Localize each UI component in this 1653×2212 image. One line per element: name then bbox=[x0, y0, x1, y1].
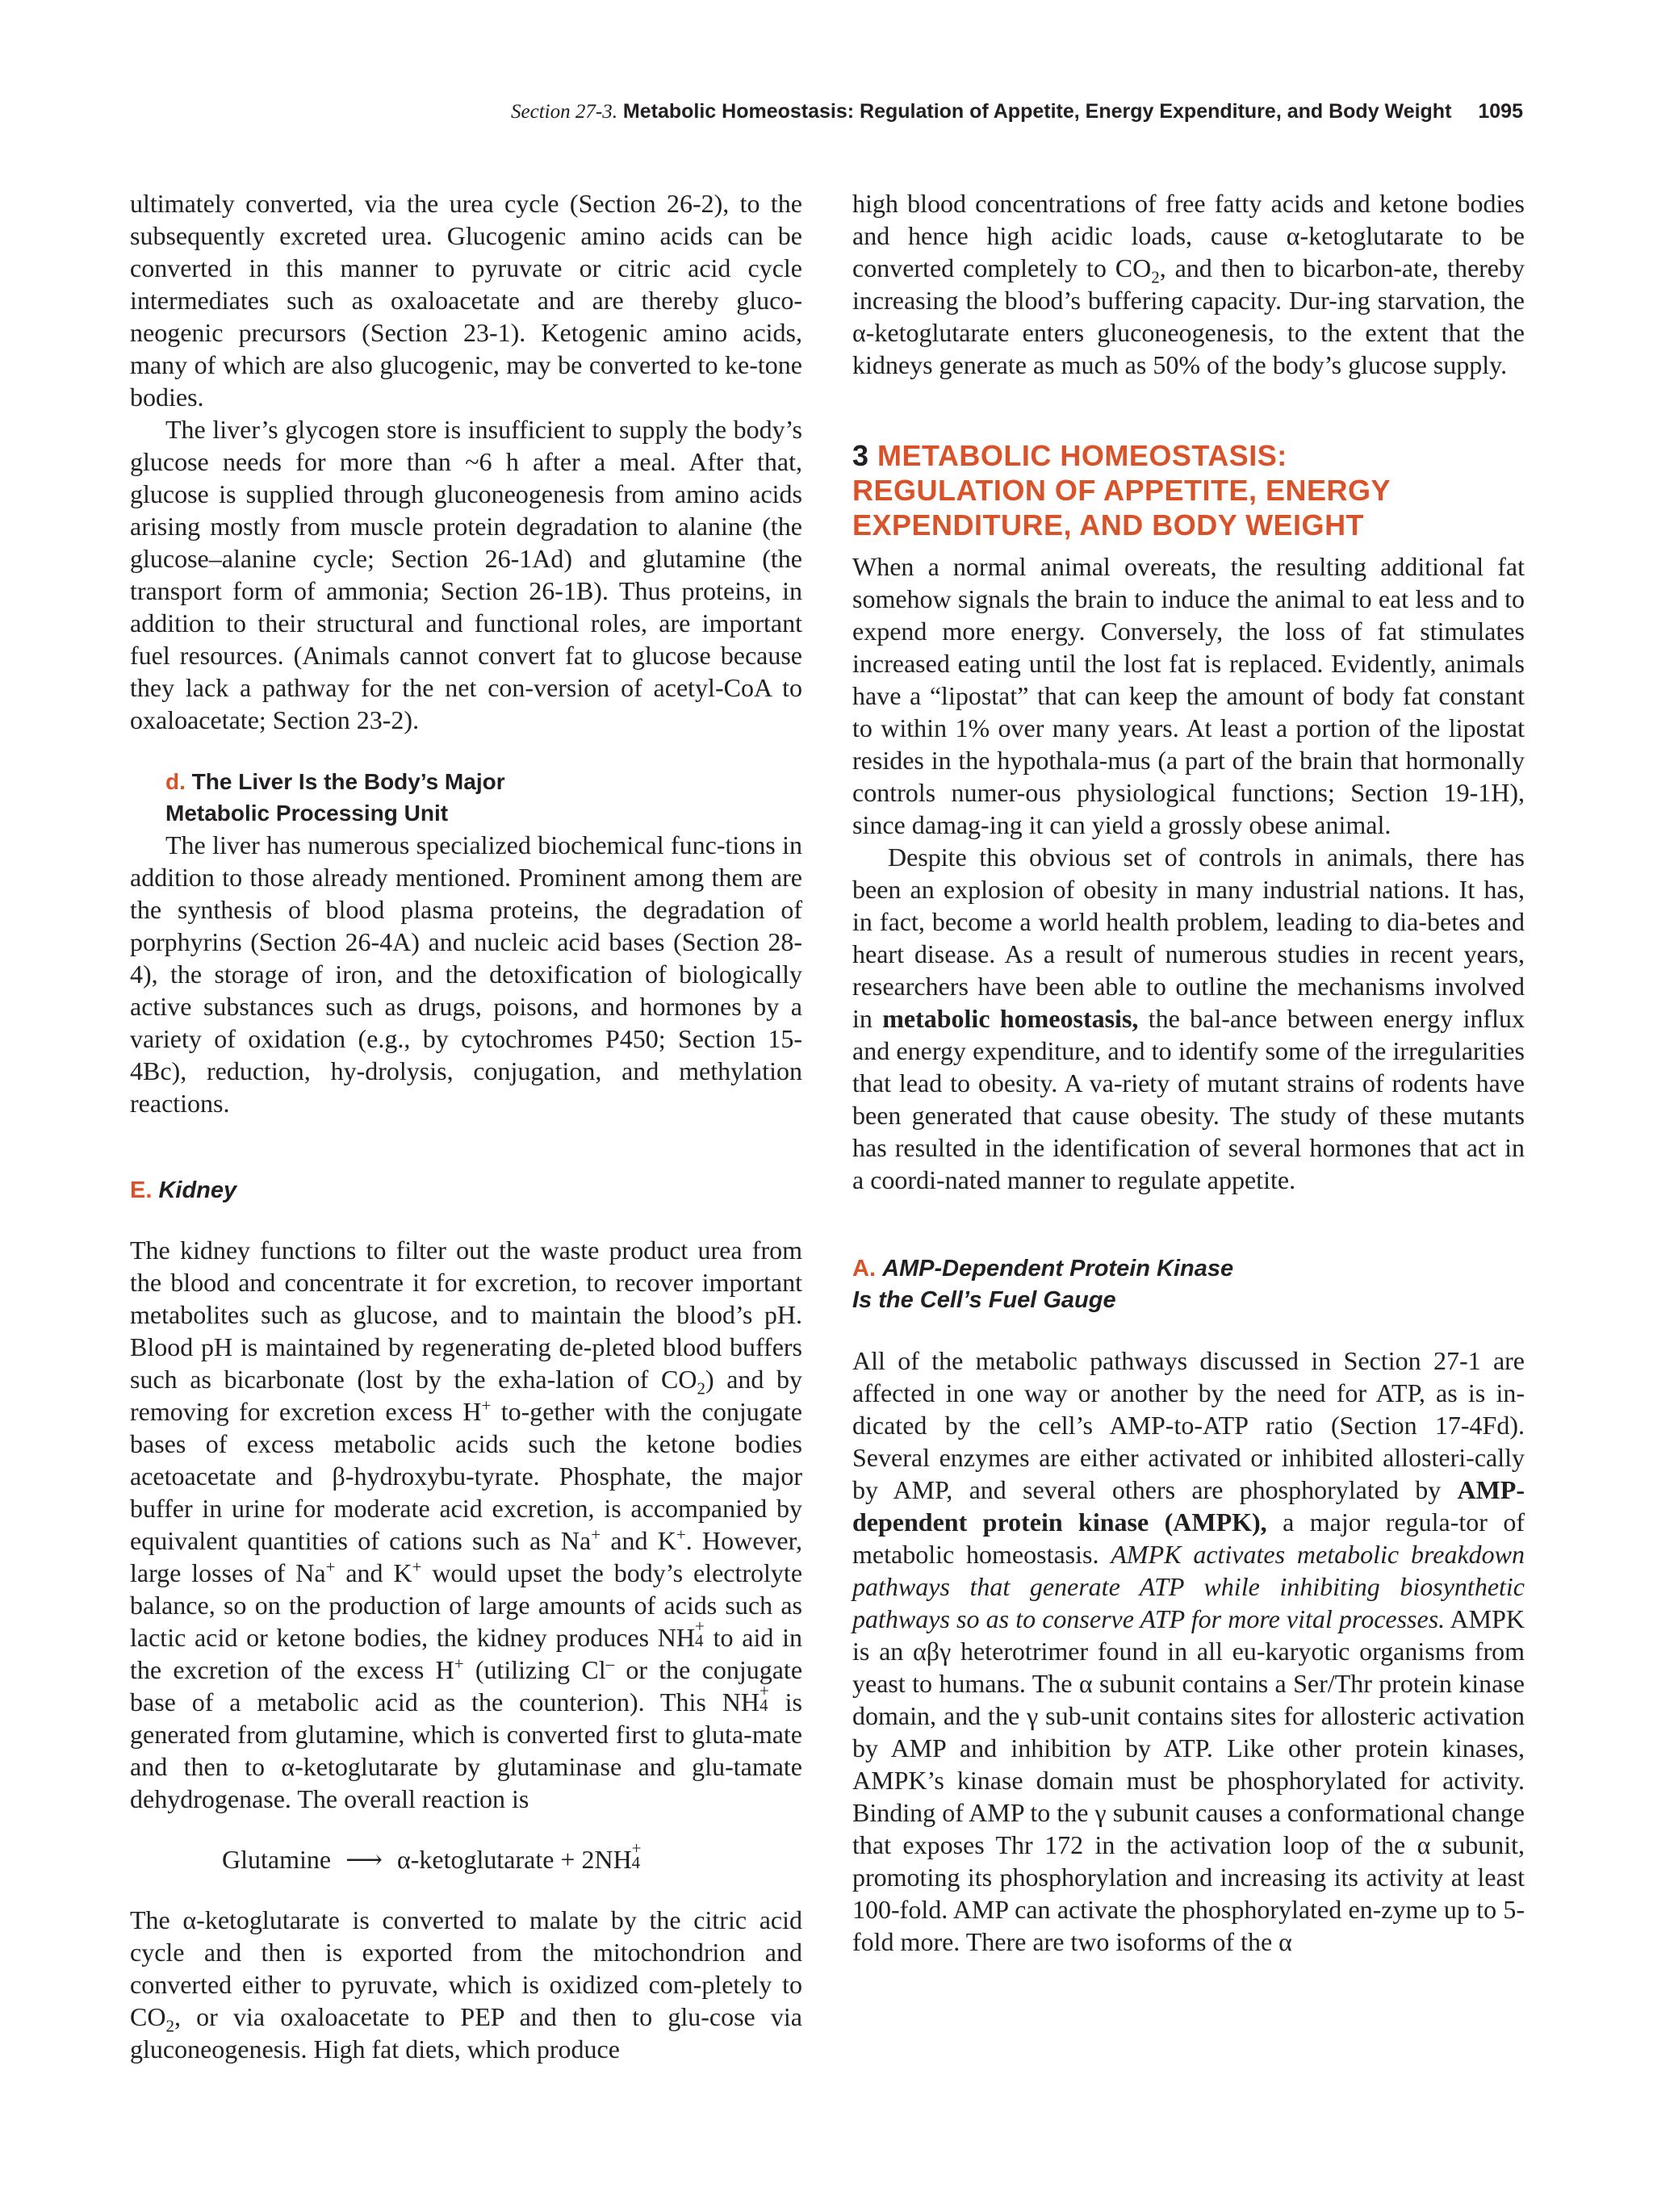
section-letter: A. bbox=[852, 1256, 876, 1282]
paragraph-liver-functions: The liver has numerous specialized biochemical func-tions in addition to those already mentioned. Prominent among them are the synthesis of blood plasma proteins, the degradation of porphyrins (Section 26-4A) and nucleic acid bases (Section 28-4), the storage of iron, and the detoxification of biologically active substances such as drugs, poisons, and hormones by a variety of oxidation (e.g., by cytochromes P450; Section 15-4Bc), reduction, hy-drolysis, conjugation, and methylation reactions. bbox=[130, 830, 802, 1118]
section-heading-ampk bbox=[852, 1253, 1525, 1316]
paragraph-kidney: The kidney functions to filter out the waste product urea from the blood and concentrate it for excretion, to recover important metabolites such as glucose, and to maintain the blood’s pH. Blood pH is maintained by regenerating de-pleted blood buffers such as bicarbonate (lost by the exha-lation of $CO_2$) and by removing for excretion excess H+ to-gether with the conjugate bases of excess metabolic acids such the ketone bodies acetoacetate and β-hydroxybu-tyrate. Phosphate, the major buffer in urine for moderate acid excretion, is accompanied by equivalent quantities of cations such as Na+ and K+. However, large losses of Na+ and K+ would upset the body’s electrolyte balance, so on the production of large amounts of acids such as lactic acid or ketone bodies, the kidney produces NH + 4 to aid in the excretion of the excess H+ (utilizing Cl– or the conjugate base of a metabolic acid as the counterion). This NH + 4 is generated from glutamine, which is converted first to gluta-mate and then to α-ketoglutarate by glutaminase and glu-tamate dehydrogenase. The overall reaction is bbox=[130, 1236, 803, 1813]
paragraph-ampk: All of the metabolic pathways discussed in Section 27-1 are affected in one way or another by the need for ATP, as is in-dicated by the cell’s AMP-to-ATP ratio (Section 17-4Fd). Several enzymes are either activated or inhibited allosteri-cally by AMP, and several others are phosphorylated by AMP-dependent protein kinase (AMPK), a major regula-tor of metabolic homeostasis. AMPK activates metabolic breakdown pathways that generate ATP while inhibiting biosynthetic pathways so as to conserve ATP for more vital processes. AMPK is an αβγ heterotrimer found in all eu-karyotic organisms from yeast to humans. The α subunit contains a Ser/Thr protein kinase domain, and the γ sub-unit contains sites for allosteric activation by AMP and inhibition by ATP. Like other protein kinases, AMPK’s kinase domain must be phosphorylated for activity. Binding of AMP to the γ subunit causes a conformational change that exposes Thr 172 in the activation loop of the α subunit, promoting its phosphorylation and increasing its activity at least 100-fold. AMP can activate the phosphorylated en-zyme up to 5-fold more. There are two isoforms of the α bbox=[852, 1346, 1525, 1956]
section-heading-kidney bbox=[130, 1175, 802, 1206]
equation-rhs: α-ketoglutarate + 2NH bbox=[396, 1845, 632, 1874]
subsection-heading-liver bbox=[130, 766, 802, 829]
major-heading-line2: REGULATION OF APPETITE, ENERGY bbox=[852, 474, 1391, 507]
equation-lhs: Glutamine bbox=[222, 1845, 332, 1874]
section-title-line1: AMP-Dependent Protein Kinase bbox=[882, 1256, 1234, 1282]
section-title-line2: Is the Cell’s Fuel Gauge bbox=[852, 1287, 1116, 1313]
major-heading-line3: EXPENDITURE, AND BODY WEIGHT bbox=[852, 508, 1365, 542]
reaction-arrow: ⟶ bbox=[345, 1845, 383, 1874]
major-section-heading bbox=[852, 438, 1525, 542]
major-heading-line1: METABOLIC HOMEOSTASIS: bbox=[877, 439, 1287, 472]
subsection-title-line1: The Liver Is the Body’s Major bbox=[191, 769, 505, 794]
section-number: 3 bbox=[852, 439, 869, 472]
term-ampk: AMP-dependent protein kinase (AMPK), bbox=[852, 1475, 1525, 1537]
paragraph-ketoglutarate: The α-ketoglutarate is converted to malate by the citric acid cycle and then is exported from the mitochondrion and converted either to pyruvate, which is oxidized com-pletely to $CO_2$, or via oxaloacetate to PEP and then to glu-cose via gluconeogenesis. High fat diets, which produce bbox=[130, 1905, 802, 2064]
reaction-equation: Glutamine ⟶ α-ketoglutarate + 2NH + 4 bbox=[222, 1838, 642, 1874]
subsection-title-line2: Metabolic Processing Unit bbox=[165, 801, 449, 826]
paragraph-glycogen: The liver’s glycogen store is insufficient to supply the body’s glucose needs for more than ~6 h after a meal. After that, glucose is supplied through gluconeogenesis from amino acids arising mostly from muscle protein degradation to alanine (the glucose–alanine cycle; Section 26-1Ad) and glutamine (the transport form of ammonia; Section 26-1B). Thus proteins, in addition to their structural and functional roles, are important fuel resources. (Animals cannot convert fat to glucose because they lack a pathway for the net con-version of acetyl-CoA to oxaloacetate; Section 23-2). bbox=[130, 415, 802, 734]
term-metabolic-homeostasis: metabolic homeostasis, bbox=[882, 1004, 1139, 1033]
page-number: 1095 bbox=[1478, 100, 1523, 123]
right-column bbox=[852, 187, 1525, 1958]
subsection-letter: d. bbox=[165, 769, 186, 794]
section-letter: E. bbox=[130, 1177, 153, 1203]
section-title: Kidney bbox=[158, 1177, 237, 1203]
running-header bbox=[511, 100, 1523, 123]
paragraph-obesity: Despite this obvious set of controls in animals, there has been an explosion of obesity in many industrial nations. It has, in fact, become a world health problem, leading to dia-betes and heart disease. As a result of numerous studies in recent years, researchers have been able to outline the mechanisms involved in metabolic homeostasis, the bal-ance between energy influx and energy expenditure, and to identify some of the irregularities that lead to obesity. A va-riety of mutant strains of rodents have been generated that cause obesity. The study of these mutants has resulted in the identification of several hormones that act in a coordi-nated manner to regulate appetite. bbox=[852, 843, 1525, 1194]
header-title: Metabolic Homeostasis: Regulation of Appetite, Energy Expenditure, and Body Weight bbox=[622, 100, 1452, 123]
italic-statement: AMPK activates metabolic breakdown pathways that generate ATP while inhibiting biosynthetic pathways so as to conserve ATP for more vital processes. bbox=[852, 1540, 1525, 1633]
left-column bbox=[130, 187, 802, 2065]
paragraph-high-fat: high blood concentrations of free fatty acids and ketone bodies and hence high acidic loads, cause α-ketoglutarate to be converted completely to $CO_2$, and then to bicarbon-ate, thereby increasing the blood’s buffering capacity. Dur-ing starvation, the α-ketoglutarate enters gluconeogenesis, to the extent that the kidneys generate as much as 50% of the body’s glucose supply. bbox=[852, 189, 1525, 379]
header-section-label: Section 27-3. bbox=[511, 101, 617, 123]
paragraph-lipostat: When a normal animal overeats, the resulting additional fat somehow signals the brain to induce the animal to eat less and to expend more energy. Conversely, the loss of fat stimulates increased eating until the lost fat is replaced. Evidently, animals have a “lipostat” that can keep the amount of body fat constant to within 1% over many years. At least a portion of the lipostat resides in the hypothala-mus (a part of the brain that hormonally controls numer-ous physiological functions; Section 19-1H), since damag-ing it can yield a grossly obese animal. bbox=[852, 552, 1525, 839]
paragraph-urea: ultimately converted, via the urea cycle (Section 26-2), to the subsequently excreted urea. Glucogenic amino acids can be converted in this manner to pyruvate or citric acid cycle intermediates such as oxaloacetate and are thereby gluco-neogenic precursors (Section 23-1). Ketogenic amino acids, many of which are also glucogenic, may be converted to ke-tone bodies. bbox=[130, 189, 802, 412]
